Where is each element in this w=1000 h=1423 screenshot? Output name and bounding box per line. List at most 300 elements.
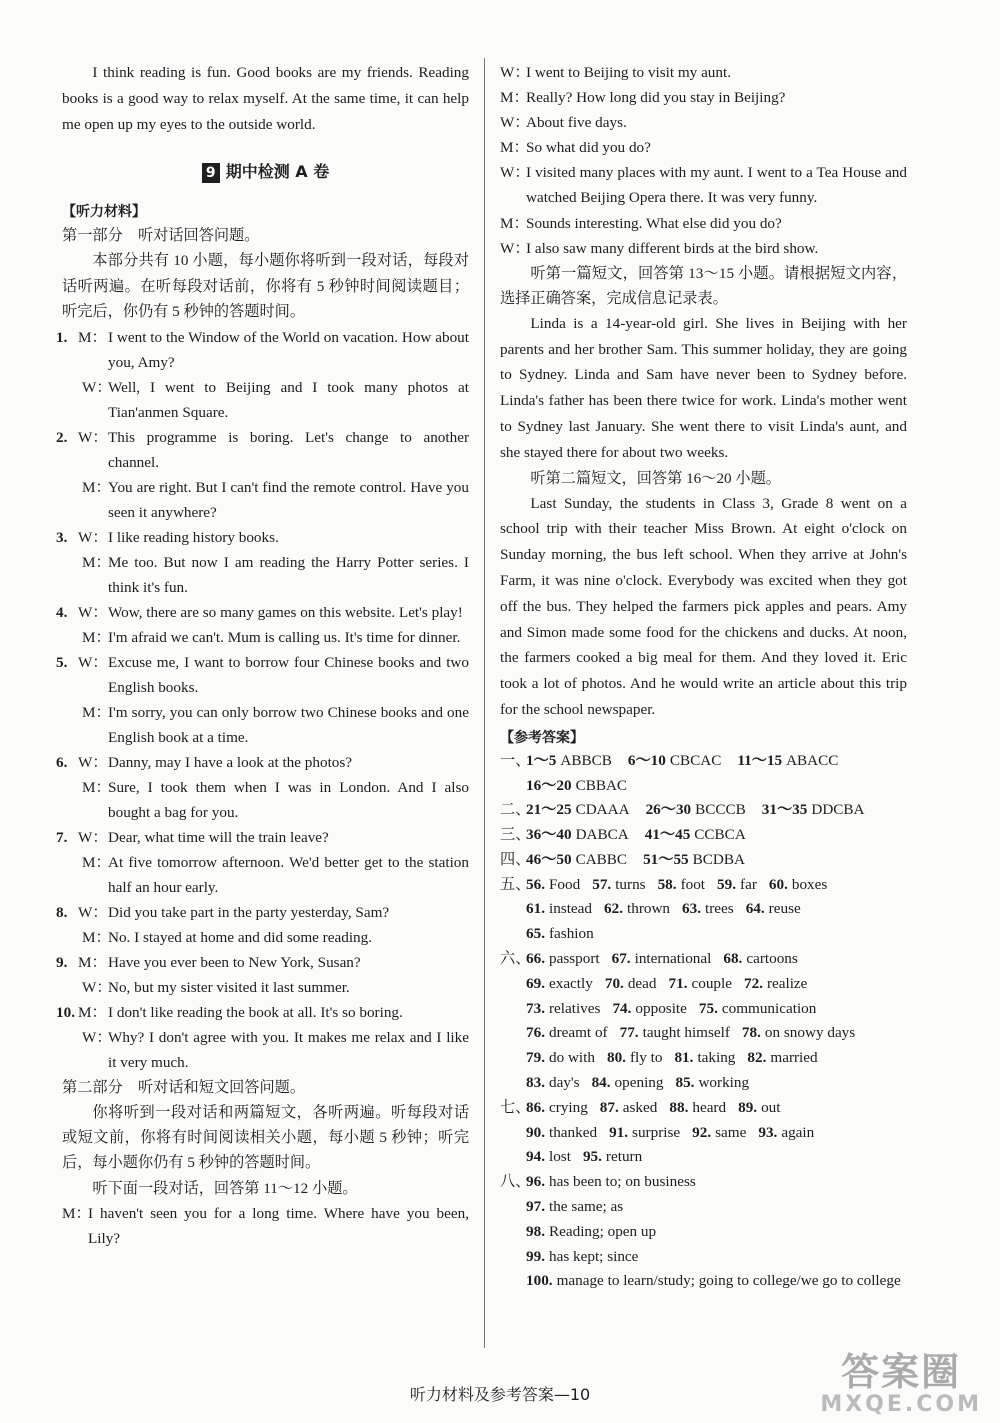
dialog-text: Really? How long did you stay in Beijing? bbox=[526, 89, 786, 107]
answer-letters: CABBC bbox=[575, 850, 628, 868]
answer-item bbox=[526, 1145, 571, 1170]
answer-item bbox=[692, 1121, 746, 1146]
answer-row bbox=[500, 1245, 907, 1270]
dialog-text: I also saw many different birds at the bird show. bbox=[526, 239, 819, 257]
dialog-text: Have you ever been to New York, Susan? bbox=[108, 953, 361, 971]
answer-letters: ABACC bbox=[786, 751, 839, 769]
watermark-logo bbox=[820, 1352, 982, 1417]
answer-item bbox=[675, 1071, 749, 1096]
dialog-text: I haven't seen you for a long time. Where have you been, Lily? bbox=[88, 1204, 469, 1247]
dialog-line bbox=[56, 1000, 469, 1025]
answer-item bbox=[744, 972, 807, 997]
answer-item bbox=[592, 1071, 664, 1096]
answer-letters: ABBCB bbox=[560, 751, 612, 769]
answer-number: 67. bbox=[611, 950, 631, 968]
answer-letters: BCCCB bbox=[695, 801, 746, 819]
answer-item bbox=[526, 1021, 608, 1046]
answer-word: crying bbox=[548, 1098, 588, 1116]
answer-row bbox=[500, 1269, 907, 1294]
answer-number: 62. bbox=[604, 900, 623, 918]
answer-row bbox=[500, 1145, 907, 1170]
answer-number: 61. bbox=[526, 900, 545, 918]
answer-item bbox=[526, 922, 594, 947]
answer-number: 93. bbox=[758, 1123, 778, 1141]
question-number: 2. bbox=[56, 428, 68, 446]
dialog-text: I don't like reading the book at all. It's so boring. bbox=[108, 1003, 403, 1021]
dialog-line bbox=[500, 60, 907, 85]
answer-item bbox=[583, 1145, 642, 1170]
answer-letters: DABCA bbox=[575, 826, 629, 844]
dialog-line bbox=[500, 85, 907, 110]
answer-item bbox=[600, 1096, 658, 1121]
speaker-label: M： bbox=[82, 553, 111, 571]
dialog-line bbox=[56, 825, 469, 850]
answer-key bbox=[500, 749, 907, 1295]
answer-item bbox=[526, 1121, 597, 1146]
speaker-label: M： bbox=[62, 1204, 91, 1222]
answer-item bbox=[758, 1121, 814, 1146]
answer-word: out bbox=[761, 1098, 781, 1116]
dialog-text: You are right. But I can't find the remote control. Have you seen it anywhere? bbox=[108, 478, 469, 521]
answer-word: trees bbox=[705, 900, 734, 918]
watermark-site: MXQE.COM bbox=[820, 1392, 982, 1417]
answer-row bbox=[500, 798, 907, 823]
passage2-intro: 听第二篇短文，回答第 16～20 小题。 bbox=[530, 469, 781, 487]
dialog-text: Well, I went to Beijing and I took many photos at Tian'anmen Square. bbox=[108, 378, 469, 421]
answer-number: 90. bbox=[526, 1123, 545, 1141]
answer-number: 81. bbox=[674, 1049, 694, 1067]
answer-row bbox=[500, 1071, 907, 1096]
answer-phrase: has kept; since bbox=[548, 1247, 639, 1265]
answer-word: far bbox=[740, 875, 757, 893]
answer-word: working bbox=[698, 1074, 750, 1092]
answers-header: 【参考答案】 bbox=[500, 729, 584, 746]
answer-section-label: 六、 bbox=[500, 950, 531, 968]
answer-letters: CDAAA bbox=[575, 801, 630, 819]
answer-item bbox=[526, 1071, 580, 1096]
answer-item bbox=[699, 997, 816, 1022]
question-number: 1. bbox=[56, 328, 68, 346]
answer-section-label: 二、 bbox=[500, 801, 531, 819]
dialog-text: Dear, what time will the train leave? bbox=[108, 828, 329, 846]
answer-group bbox=[526, 826, 629, 843]
answer-item bbox=[723, 947, 797, 972]
answer-range: 36～40 bbox=[526, 826, 572, 844]
dialog-line bbox=[56, 950, 469, 975]
column-divider bbox=[484, 58, 485, 1348]
answer-word: foot bbox=[680, 875, 706, 893]
answer-letters: CCBCA bbox=[694, 826, 746, 844]
speaker-label: M： bbox=[500, 89, 529, 107]
answer-word: passport bbox=[548, 950, 600, 968]
dialog-text: No, but my sister visited it last summer. bbox=[108, 978, 350, 996]
part2-title: 第二部分 听对话和短文回答问题。 bbox=[62, 1078, 305, 1096]
right-column bbox=[500, 60, 907, 1294]
answer-number: 69. bbox=[526, 974, 545, 992]
answer-number: 86. bbox=[526, 1098, 545, 1116]
answer-item bbox=[620, 1021, 730, 1046]
passage1-text: Linda is a 14-year-old girl. She lives in Beijing with her parents and her brother Sam. This summer holiday, they are going to Sydney. Linda and Sam have never been to Sydney before. Linda's father has been there twice for work. Linda's mother went to Sydney last January. She went there to visit Linda's aunt, and she stayed there for about two weeks. bbox=[500, 314, 907, 461]
intro-paragraph: I think reading is fun. Good books are my friends. Reading books is a good way to relax myself. At the same time, it can help me open up my eyes to the outside world. bbox=[62, 64, 469, 133]
answer-phrase: the same; as bbox=[548, 1198, 624, 1216]
speaker-label: M： bbox=[500, 214, 529, 232]
dialog-line bbox=[56, 900, 469, 925]
speaker-label: W： bbox=[78, 753, 108, 771]
answer-phrase: manage to learn/study; going to college/we go to college bbox=[556, 1272, 901, 1290]
answer-item bbox=[607, 1046, 662, 1071]
answer-number: 77. bbox=[619, 1024, 639, 1042]
speaker-label: M： bbox=[78, 953, 107, 971]
dialog-line bbox=[62, 375, 469, 425]
speaker-label: M： bbox=[82, 628, 111, 646]
dialog-text: Danny, may I have a look at the photos? bbox=[108, 753, 353, 771]
answer-range: 31～35 bbox=[761, 801, 808, 819]
answer-item bbox=[604, 897, 670, 922]
answer-number: 92. bbox=[692, 1123, 712, 1141]
dialog-text: I went to Beijing to visit my aunt. bbox=[526, 64, 732, 81]
answer-range: 6～10 bbox=[627, 751, 666, 769]
dialog-line bbox=[56, 750, 469, 775]
dialog-line bbox=[62, 925, 469, 950]
section-number-badge: 9 bbox=[202, 163, 220, 183]
answer-word: on snowy days bbox=[764, 1024, 856, 1042]
answer-word: Food bbox=[548, 875, 581, 893]
question-number: 3. bbox=[56, 528, 68, 546]
dialog-text: I visited many places with my aunt. I went to a Tea House and watched Beijing Opera there. It was very funny. bbox=[526, 164, 907, 207]
dialog-line bbox=[62, 475, 469, 525]
listening-header: 【听力材料】 bbox=[62, 204, 146, 221]
dialog-line bbox=[500, 236, 907, 261]
answer-phrase: has been to; on business bbox=[548, 1173, 696, 1191]
answer-section-label: 七、 bbox=[500, 1098, 531, 1116]
speaker-label: W： bbox=[500, 164, 530, 182]
answer-number: 83. bbox=[526, 1074, 545, 1092]
answer-item bbox=[526, 947, 600, 972]
answer-row bbox=[500, 774, 907, 799]
answer-word: taking bbox=[697, 1049, 736, 1067]
answer-number: 79. bbox=[526, 1049, 545, 1067]
answer-section-label: 八、 bbox=[500, 1173, 531, 1191]
answer-range: 16～20 bbox=[526, 776, 572, 794]
answer-number: 94. bbox=[526, 1148, 545, 1166]
speaker-label: W： bbox=[82, 378, 112, 396]
answer-number: 98. bbox=[526, 1222, 545, 1240]
answer-row bbox=[500, 823, 907, 848]
answer-row bbox=[500, 997, 907, 1022]
answer-number: 82. bbox=[747, 1049, 767, 1067]
answer-word: cartoons bbox=[746, 950, 798, 968]
answer-number: 89. bbox=[738, 1098, 758, 1116]
answer-number: 63. bbox=[682, 900, 702, 918]
dialog-line bbox=[62, 625, 469, 650]
speaker-label: M： bbox=[78, 328, 107, 346]
answer-word: couple bbox=[691, 974, 732, 992]
speaker-label: W： bbox=[78, 828, 108, 846]
answer-row bbox=[500, 922, 907, 947]
answer-item bbox=[742, 1021, 855, 1046]
answer-word: reuse bbox=[768, 900, 801, 918]
dialog-line bbox=[62, 550, 469, 600]
dialog-line bbox=[500, 135, 907, 160]
answer-group bbox=[737, 752, 838, 769]
answer-number: 68. bbox=[723, 950, 743, 968]
answer-item bbox=[682, 897, 734, 922]
answer-item bbox=[526, 1046, 595, 1071]
answer-word: international bbox=[634, 950, 712, 968]
answer-number: 91. bbox=[609, 1123, 629, 1141]
answer-group bbox=[526, 851, 627, 868]
answer-word: day's bbox=[548, 1074, 580, 1092]
answer-number: 74. bbox=[612, 999, 632, 1017]
answer-number: 70. bbox=[604, 974, 624, 992]
answer-range: 51～55 bbox=[643, 850, 689, 868]
watermark-main: 答案圈 bbox=[841, 1350, 962, 1394]
dialog-text: Sounds interesting. What else did you do? bbox=[526, 214, 782, 232]
speaker-label: M： bbox=[82, 853, 111, 871]
question-number: 4. bbox=[56, 603, 68, 621]
dialog-line bbox=[56, 325, 469, 375]
answer-number: 97. bbox=[526, 1198, 545, 1216]
answer-section-label: 一、 bbox=[500, 751, 531, 769]
dialog-text: No. I stayed at home and did some reading. bbox=[108, 928, 373, 946]
answer-number: 76. bbox=[526, 1024, 545, 1042]
speaker-label: W： bbox=[78, 653, 108, 671]
answer-number: 88. bbox=[669, 1098, 689, 1116]
answer-word: relatives bbox=[548, 999, 601, 1017]
dialog-text: Me too. But now I am reading the Harry Potter series. I think it's fun. bbox=[108, 553, 469, 596]
answer-letters: CBCAC bbox=[669, 751, 722, 769]
speaker-label: W： bbox=[500, 64, 530, 81]
answer-section-label: 四、 bbox=[500, 850, 531, 868]
answer-range: 46～50 bbox=[526, 850, 572, 868]
answer-group bbox=[762, 801, 865, 818]
dialog-text: I like reading history books. bbox=[108, 528, 279, 546]
answer-group bbox=[643, 851, 745, 868]
answer-number: 84. bbox=[591, 1074, 611, 1092]
answer-item bbox=[526, 897, 592, 922]
dialog-text: About five days. bbox=[526, 114, 627, 132]
speaker-label: W： bbox=[82, 978, 112, 996]
passage2-text: Last Sunday, the students in Class 3, Grade 8 went on a school trip with their teacher Miss Brown. At eight o'clock on Sunday morning, the bus left school. When they arrive at John's Farm, it was nine o'clock. Everybody was excited when they got off the bus. They helped the farmers pick apples and pears. Amy and Simon made some food for the chickens and ducks. At noon, the farmers cooked a big meal for them. And they loved it. Eric took a lot of photos. And he would write an article about this trip for the school newspaper. bbox=[500, 494, 907, 718]
part1-instructions: 本部分共有 10 小题，每小题你将听到一段对话，每段对话听两遍。在听每段对话前，你将有 5 秒钟时间阅读题目；听完后，你仍有 5 秒钟的答题时间。 bbox=[62, 252, 469, 321]
dialog-text: Excuse me, I want to borrow four Chinese books and two English books. bbox=[108, 653, 469, 696]
speaker-label: W： bbox=[500, 114, 530, 132]
dialog-line bbox=[500, 160, 907, 210]
answer-letters: CBBAC bbox=[575, 776, 628, 794]
part1-question-list bbox=[56, 325, 469, 1075]
answer-row bbox=[500, 1170, 907, 1195]
answer-number: 64. bbox=[745, 900, 765, 918]
dialog-text: I'm sorry, you can only borrow two Chinese books and one English book at a time. bbox=[108, 703, 469, 746]
dialog-line bbox=[62, 1025, 469, 1075]
part1-title: 第一部分 听对话回答问题。 bbox=[62, 227, 260, 245]
question-number: 9. bbox=[56, 953, 68, 971]
answer-word: turns bbox=[615, 875, 646, 893]
answer-row bbox=[500, 972, 907, 997]
answer-number: 87. bbox=[599, 1098, 619, 1116]
answer-word: surprise bbox=[632, 1123, 681, 1141]
answer-number: 60. bbox=[768, 875, 788, 893]
answer-word: dreamt of bbox=[548, 1024, 608, 1042]
answer-letters: BCDBA bbox=[692, 850, 745, 868]
section-heading bbox=[62, 159, 469, 183]
answer-word: realize bbox=[766, 974, 808, 992]
speaker-label: M： bbox=[500, 139, 529, 157]
dialog-text: Wow, there are so many games on this website. Let's play! bbox=[108, 603, 463, 621]
answer-number: 71. bbox=[668, 974, 688, 992]
answer-item bbox=[746, 897, 801, 922]
answer-row bbox=[500, 1021, 907, 1046]
answer-number: 78. bbox=[741, 1024, 761, 1042]
answer-range: 26～30 bbox=[645, 801, 692, 819]
section-title: 期中检测 A 卷 bbox=[225, 162, 330, 182]
dialog-line bbox=[62, 700, 469, 750]
answer-letters: DDCBA bbox=[811, 801, 865, 819]
answer-item bbox=[669, 1096, 726, 1121]
speaker-label: M： bbox=[82, 478, 111, 496]
answer-group bbox=[526, 801, 630, 818]
dialog-text: Did you take part in the party yesterday, Sam? bbox=[108, 903, 390, 921]
question-number: 6. bbox=[56, 753, 68, 771]
answer-word: return bbox=[605, 1148, 643, 1166]
dialog-line bbox=[62, 850, 469, 900]
speaker-label: M： bbox=[78, 1003, 107, 1021]
answer-item bbox=[612, 947, 712, 972]
answer-number: 96. bbox=[526, 1173, 545, 1191]
answer-number: 59. bbox=[717, 875, 737, 893]
answer-word: fashion bbox=[548, 925, 594, 943]
speaker-label: W： bbox=[78, 528, 108, 546]
question-number: 5. bbox=[56, 653, 68, 671]
answer-item bbox=[605, 972, 657, 997]
answer-number: 57. bbox=[592, 875, 612, 893]
answer-word: opening bbox=[614, 1074, 664, 1092]
question-number: 10. bbox=[56, 1003, 75, 1021]
answer-number: 66. bbox=[526, 950, 545, 968]
answer-number: 75. bbox=[698, 999, 718, 1017]
answer-number: 65. bbox=[526, 925, 545, 943]
dialog-text: Why? I don't agree with you. It makes me relax and I like it very much. bbox=[108, 1028, 469, 1071]
answer-group bbox=[526, 777, 627, 794]
speaker-label: W： bbox=[78, 603, 108, 621]
dialog-line bbox=[62, 1201, 469, 1251]
answer-item bbox=[769, 873, 827, 898]
answer-range: 11～15 bbox=[737, 751, 783, 769]
answer-row bbox=[500, 1121, 907, 1146]
answer-row bbox=[500, 749, 907, 774]
answer-word: asked bbox=[622, 1098, 658, 1116]
dialog-line bbox=[500, 211, 907, 236]
speaker-label: M： bbox=[82, 778, 111, 796]
answer-number: 80. bbox=[606, 1049, 626, 1067]
speaker-label: M： bbox=[82, 928, 111, 946]
answer-word: exactly bbox=[548, 974, 593, 992]
answer-row bbox=[500, 1096, 907, 1121]
answer-word: dead bbox=[627, 974, 657, 992]
passage1-intro: 听第一篇短文，回答第 13～15 小题。请根据短文内容，选择正确答案，完成信息记录表。 bbox=[500, 264, 907, 307]
question-number: 8. bbox=[56, 903, 68, 921]
answer-row bbox=[500, 848, 907, 873]
answer-item bbox=[674, 1046, 735, 1071]
answer-item bbox=[592, 873, 645, 898]
answer-item bbox=[747, 1046, 817, 1071]
speaker-label: M： bbox=[82, 703, 111, 721]
answer-number: 99. bbox=[526, 1247, 545, 1265]
answer-item bbox=[738, 1096, 780, 1121]
answer-item bbox=[526, 997, 600, 1022]
dialog-text: Sure, I took them when I was in London. And I also bought a bag for you. bbox=[108, 778, 469, 821]
answer-section-label: 五、 bbox=[500, 875, 531, 893]
dialog-text: So what did you do? bbox=[526, 139, 651, 157]
answer-section-label: 三、 bbox=[500, 826, 531, 844]
answer-range: 41～45 bbox=[644, 826, 691, 844]
answer-item bbox=[526, 873, 580, 898]
answer-word: heard bbox=[692, 1098, 727, 1116]
answer-range: 1～5 bbox=[526, 751, 557, 769]
dialog-line bbox=[500, 110, 907, 135]
answer-row bbox=[500, 1046, 907, 1071]
answer-row bbox=[500, 947, 907, 972]
speaker-label: W： bbox=[82, 1028, 112, 1046]
dialog-line bbox=[62, 775, 469, 825]
answer-number: 100. bbox=[526, 1272, 553, 1290]
answer-word: lost bbox=[548, 1148, 571, 1166]
answer-word: thrown bbox=[627, 900, 671, 918]
answer-group bbox=[645, 826, 746, 843]
answer-row bbox=[500, 897, 907, 922]
answer-word: opposite bbox=[635, 999, 687, 1017]
answer-word: boxes bbox=[791, 875, 828, 893]
answer-word: taught himself bbox=[642, 1024, 730, 1042]
question-number: 7. bbox=[56, 828, 68, 846]
part2-instructions: 你将听到一段对话和两篇短文，各听两遍。听每段对话或短文前，你将有时间阅读相关小题，每小题 5 秒钟；听完后，每小题你仍有 5 秒钟的答题时间。 bbox=[62, 1103, 469, 1172]
answer-item bbox=[526, 972, 593, 997]
answer-item bbox=[526, 1096, 588, 1121]
answer-row bbox=[500, 1220, 907, 1245]
answer-word: fly to bbox=[629, 1049, 663, 1067]
answer-phrase: Reading; open up bbox=[548, 1222, 657, 1240]
dialog-line bbox=[56, 600, 469, 625]
dialog-left bbox=[62, 1201, 469, 1251]
answer-number: 85. bbox=[675, 1074, 695, 1092]
answer-word: same bbox=[715, 1123, 747, 1141]
answer-number: 95. bbox=[582, 1148, 602, 1166]
answer-group bbox=[526, 752, 612, 769]
answer-word: thanked bbox=[548, 1123, 598, 1141]
dialog-line bbox=[56, 425, 469, 475]
answer-number: 73. bbox=[526, 999, 545, 1017]
answer-number: 56. bbox=[526, 875, 545, 893]
answer-word: communication bbox=[721, 999, 817, 1017]
answer-range: 21～25 bbox=[526, 801, 572, 819]
speaker-label: W： bbox=[78, 903, 108, 921]
answer-item bbox=[717, 873, 757, 898]
answer-word: instead bbox=[548, 900, 593, 918]
answer-item bbox=[669, 972, 732, 997]
left-column bbox=[56, 60, 469, 1251]
answer-word: married bbox=[770, 1049, 818, 1067]
dialog-text: I went to the Window of the World on vacation. How about you, Amy? bbox=[108, 328, 469, 371]
answer-group bbox=[646, 801, 746, 818]
dialog-text: This programme is boring. Let's change to another channel. bbox=[108, 428, 469, 471]
answer-word: again bbox=[781, 1123, 815, 1141]
page-footer: 听力材料及参考答案—10 bbox=[409, 1385, 591, 1404]
answer-word: do with bbox=[548, 1049, 595, 1067]
answer-row bbox=[500, 873, 907, 898]
speaker-label: W： bbox=[500, 239, 530, 257]
dialog-line bbox=[56, 525, 469, 550]
answer-item bbox=[658, 873, 705, 898]
